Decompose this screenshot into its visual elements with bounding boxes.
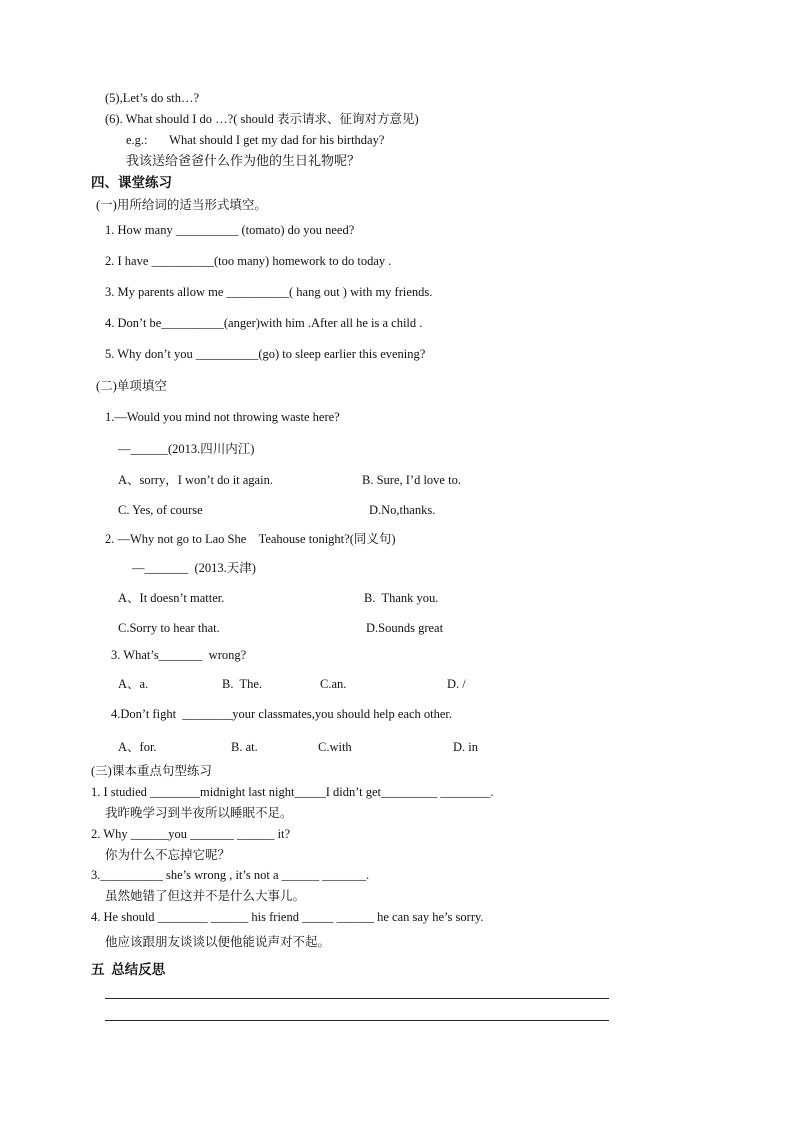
intro-line-5: (5),Let’s do sth…? [105,91,200,105]
intro-example: e.g.: What should I get my dad for his birthday? [126,133,385,147]
q3-stem: 3. What’s_______ wrong? [111,648,247,662]
part3-item-4-zh: 他应该跟朋友谈谈以便他能说声对不起。 [105,935,331,949]
q3-option-d: D. / [447,677,466,691]
q4-option-c: C.with [318,740,352,754]
reflection-line-2 [105,1020,609,1021]
part1-heading: (一)用所给词的适当形式填空。 [96,198,267,212]
q4-stem: 4.Don’t fight ________your classmates,you should help each other. [111,707,453,721]
part3-item-1-zh: 我昨晚学习到半夜所以睡眠不足。 [105,806,293,820]
q4-option-a: A、for. [118,740,157,754]
q3-option-b: B. The. [222,677,263,691]
q2-reply: —_______ (2013.天津) [132,561,256,575]
part3-heading: (三)课本重点句型练习 [91,764,212,778]
part3-item-2-en: 2. Why ______you _______ ______ it? [91,827,291,841]
q1-stem: 1.—Would you mind not throwing waste here? [105,410,340,424]
q1-option-a: A、sorry，I won’t do it again. [118,473,273,487]
part3-item-3-zh: 虽然她错了但这并不是什么大事儿。 [105,889,306,903]
q4-option-d: D. in [453,740,478,754]
intro-line-6: (6). What should I do …?( should 表示请求、征询对方意见) [105,112,419,126]
part1-item-2: 2. I have __________(too many) homework to do today . [105,254,392,268]
part1-item-4: 4. Don’t be__________(anger)with him .After all he is a child . [105,316,423,330]
q2-option-b: B. Thank you. [364,591,439,605]
part3-item-3-en: 3.__________ she’s wrong , it’s not a ______ _______. [91,868,370,882]
part1-item-5: 5. Why don’t you __________(go) to sleep earlier this evening? [105,347,426,361]
section5-title: 五 总结反思 [91,962,166,977]
q4-option-b: B. at. [231,740,258,754]
q2-option-d: D.Sounds great [366,621,444,635]
q2-option-a: A、It doesn’t matter. [118,591,225,605]
reflection-line-1 [105,998,609,999]
q1-reply: —______(2013.四川内江) [118,442,255,456]
part3-item-4-en: 4. He should ________ ______ his friend _____ ______ he can say he’s sorry. [91,910,484,924]
part1-item-3: 3. My parents allow me __________( hang out ) with my friends. [105,285,433,299]
part1-item-1: 1. How many __________ (tomato) do you need? [105,223,355,237]
section4-title: 四、课堂练习 [91,175,172,190]
part3-item-1-en: 1. I studied ________midnight last night_____I didn’t get_________ ________. [91,785,494,799]
q3-option-c: C.an. [320,677,347,691]
q1-option-c: C. Yes, of course [118,503,203,517]
q3-option-a: A、a. [118,677,149,691]
part2-heading: (二)单项填空 [96,379,167,393]
q2-option-c: C.Sorry to hear that. [118,621,220,635]
q1-option-d: D.No,thanks. [369,503,436,517]
q1-option-b: B. Sure, I’d love to. [362,473,461,487]
intro-example-translation: 我该送给爸爸什么作为他的生日礼物呢？ [126,153,361,168]
part3-item-2-zh: 你为什么不忘掉它呢？ [105,848,231,862]
q2-stem: 2. —Why not go to Lao She Teahouse tonight?(同义句) [105,532,396,546]
